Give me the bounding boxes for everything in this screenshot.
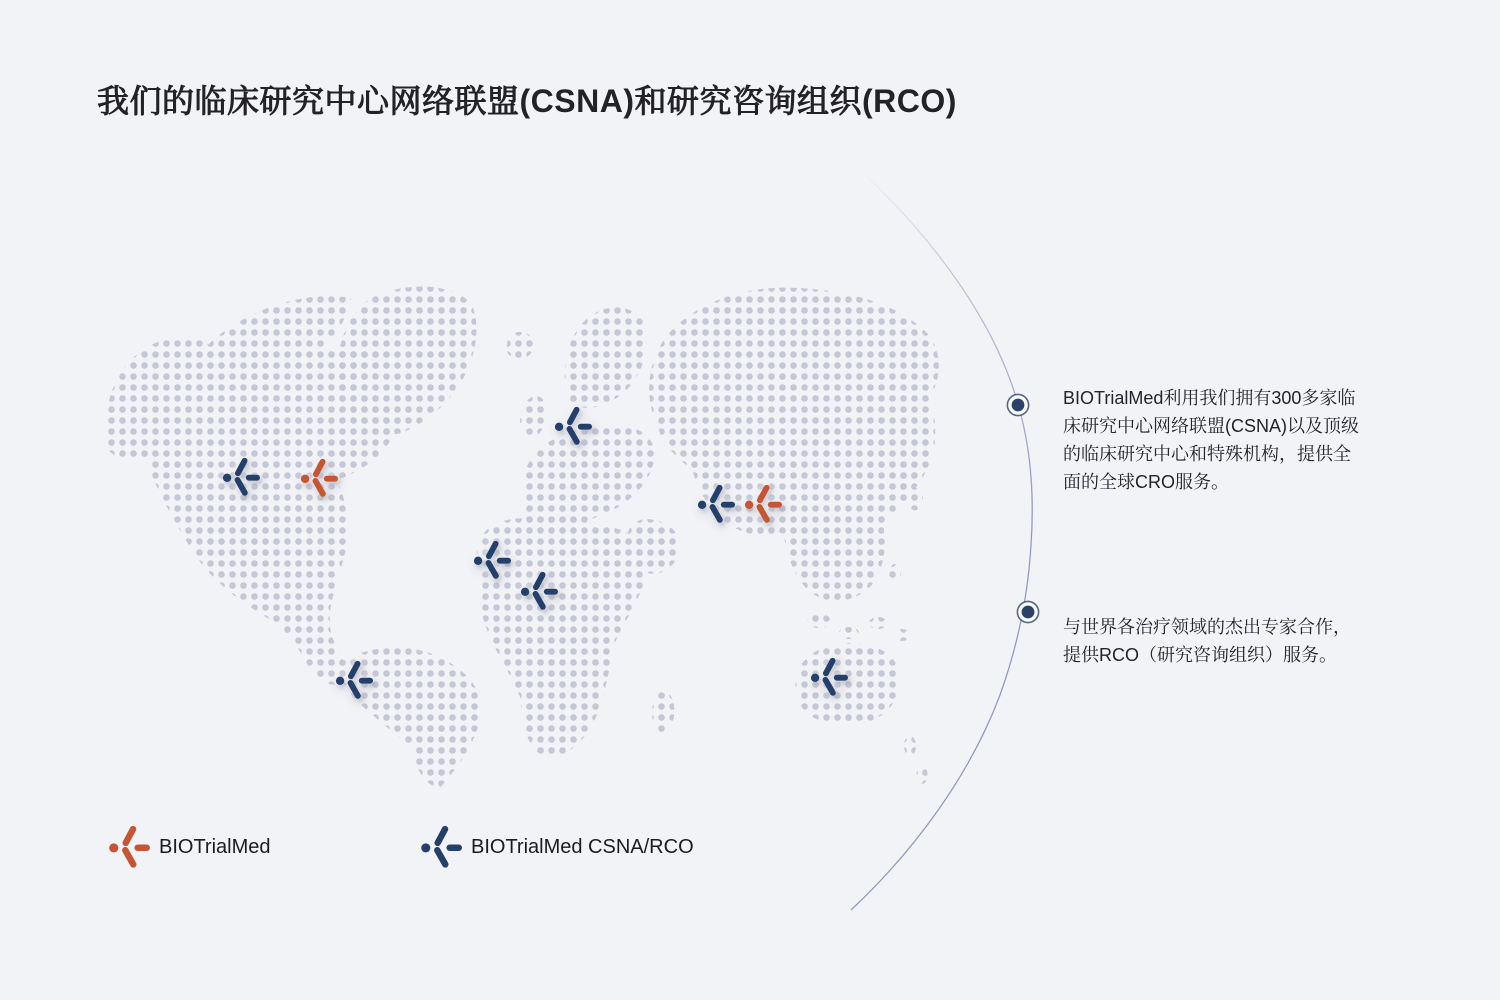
- continent-africa: [477, 517, 648, 757]
- brand-asterisk-icon: [106, 825, 150, 869]
- legend-item-csna-rco: [418, 822, 694, 872]
- legend-label: BIOTrialMed: [159, 835, 271, 858]
- world-map: [95, 272, 945, 802]
- bullet-point-1: [1004, 391, 1032, 419]
- note-rco: 与世界各治疗领域的杰出专家合作，提供RCO（研究咨询组织）服务。: [1063, 617, 1351, 665]
- brand-asterisk-icon: [418, 825, 462, 869]
- bullet-point-2: [1014, 598, 1042, 626]
- note-csna: BIOTrialMed利用我们拥有300多家临床研究中心网络联盟(CSNA)以及顶级的临床研究中心和特殊机构，提供全面的全球CRO服务。: [1063, 388, 1359, 492]
- timeline-arc: [820, 150, 1060, 940]
- legend-item-biotrialmed: [106, 822, 271, 872]
- continent-greenland: [337, 287, 476, 436]
- continent-scandinavia: [565, 307, 647, 407]
- island-uk: [520, 396, 546, 439]
- page-title: 我们的临床研究中心网络联盟(CSNA)和研究咨询组织(RCO): [97, 83, 957, 119]
- island-madagascar: [652, 692, 674, 733]
- legend-label: BIOTrialMed CSNA/RCO: [471, 835, 694, 858]
- continents: [105, 287, 938, 788]
- island-iceland: [507, 332, 534, 359]
- continent-south-america: [338, 648, 482, 788]
- continent-europe: [522, 425, 655, 529]
